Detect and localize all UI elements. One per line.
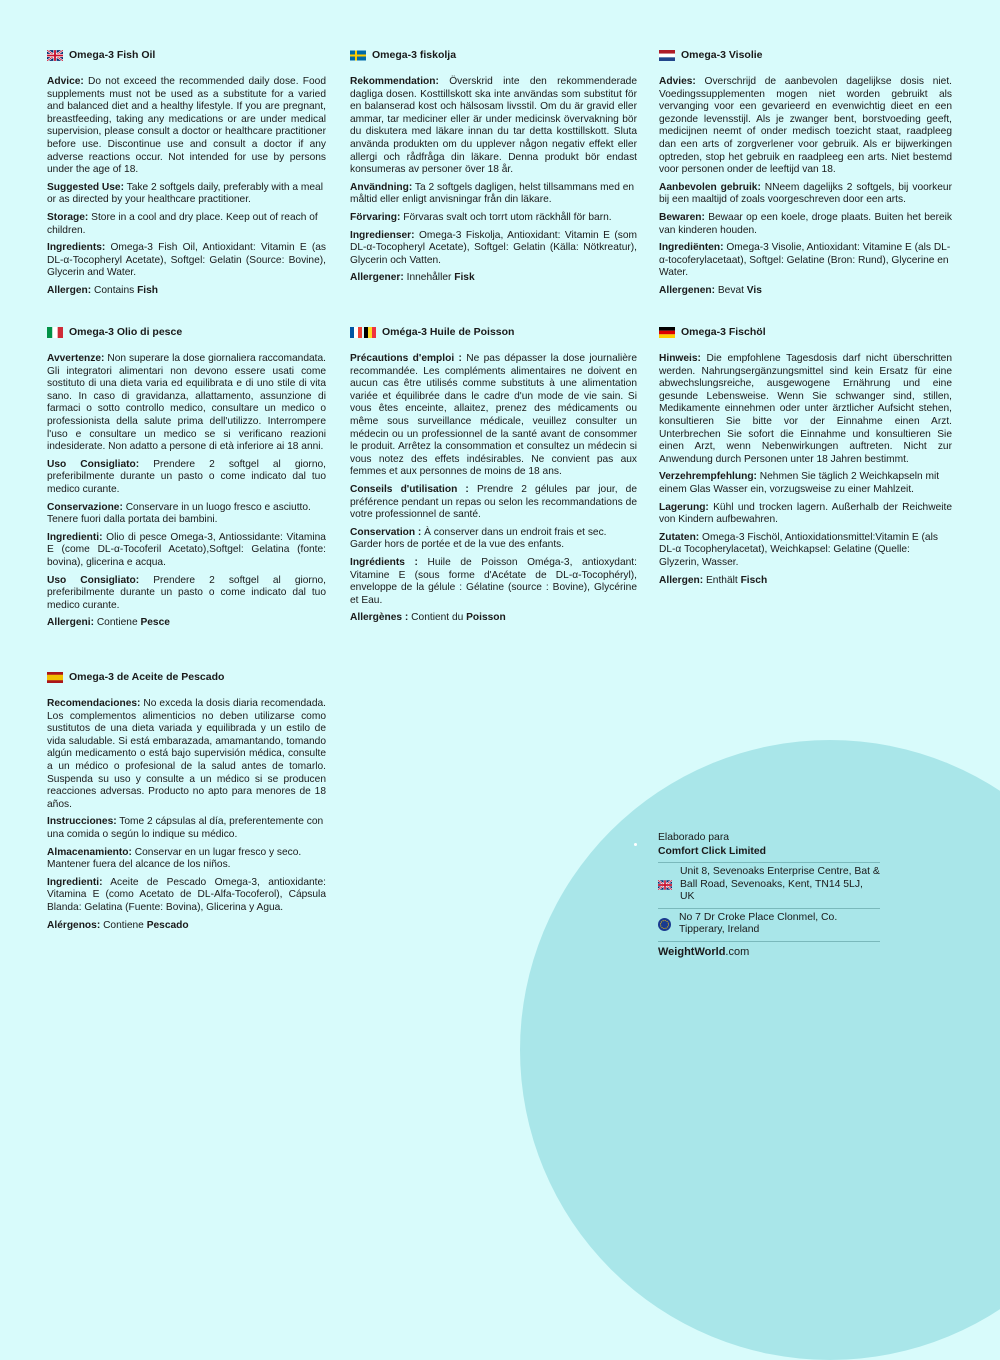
section-swedish: [350, 48, 637, 290]
allergen-paragraph: Alérgenos: Contiene Pescado: [47, 919, 189, 931]
allergen-paragraph: Allergener: Innehåller Fisk: [350, 272, 475, 284]
germany-flag-icon: [659, 327, 675, 338]
section-italian: [47, 325, 326, 635]
storage-paragraph: Bewaren: Bewaar op een koele, droge plaats. Buiten het bereik van kinderen houden.: [659, 211, 952, 236]
spain-flag-icon: [47, 672, 63, 683]
uk-flag-icon: [658, 880, 672, 890]
section-title: Omega-3 fiskolja: [350, 48, 637, 62]
section-title: Oméga-3 Huile de Poisson: [350, 325, 637, 339]
ingredients-paragraph: Ingrédients : Huile de Poisson Oméga-3, antioxydant: Vitamine E (sous forme d'Acétate de DL-α-Tocophéryl), enveloppe de la gélule : Gélatine (source : Bovine), Glycérine et Eau.: [350, 556, 637, 606]
section-title: Omega-3 Fischöl: [659, 325, 952, 339]
divider: [658, 908, 880, 909]
belgium-flag-icon: [364, 327, 376, 338]
use-paragraph: Suggested Use: Take 2 softgels daily, preferably with a meal or as directed by your healthcare practitioner.: [47, 181, 323, 206]
advice-paragraph: Hinweis: Die empfohlene Tagesdosis darf nicht überschritten werden. Nahrungsergänzungsmittel sind kein Ersatz für eine abwechslungsreiche, ausgewogene Ernährung und eine gesunde Lebensweise. Wenn Sie schwanger sind, stillen, Medikamente einnehmen oder unter ärztlicher Aufsicht stehen, konsultieren Sie bitte vor der Einnahme einen Arzt. Unterbrechen Sie sofort die Einnahme und konsultieren Sie einen Arzt, wenn Nebenwirkungen auftreten. Nicht zur Anwendung durch Personen unter 18 Jahren bestimmt.: [659, 353, 952, 465]
allergen-paragraph: Allergenen: Bevat Vis: [659, 284, 762, 296]
use-paragraph-repeat: Uso Consigliato: Prendere 2 softgel al giorno, preferibilmente durante un pasto o come indicato dal tuo medico curante.: [47, 574, 326, 611]
section-english: [47, 48, 326, 303]
section-title: Omega-3 Olio di pesce: [47, 325, 326, 339]
allergen-paragraph: Allergen: Enthält Fisch: [659, 574, 768, 586]
use-paragraph: Användning: Ta 2 softgels dagligen, helst tillsammans med en måltid eller enligt anvisningar från din läkare.: [350, 181, 635, 206]
section-french: [350, 325, 637, 630]
advice-paragraph: Avvertenze: Non superare la dose giornaliera raccomandata. Gli integratori alimentari non devono essere usati come sostituto di una dieta varia ed equilibrata e di uno stile di vita sano. In caso di gravidanza, allattamento, assunzione di farmaci o sotto controllo medico, consultare un medico o professionista della salute prima dell'utilizzo. Interrompere l'uso e consultare un medico se si verificano reazioni indesiderate. Non adatto a persone di età inferiore ai 18 anni.: [47, 353, 326, 453]
storage-paragraph: Lagerung: Kühl und trocken lagern. Außerhalb der Reichweite von Kindern aufbewahren.: [659, 501, 952, 526]
uk-address-row: [658, 866, 880, 904]
made-for-label: Elaborado para: [658, 832, 730, 843]
use-paragraph: Uso Consigliato: Prendere 2 softgel al giorno, preferibilmente durante un pasto o come indicato dal tuo medico curante.: [47, 458, 326, 495]
italy-flag-icon: [47, 327, 63, 338]
ingredients-paragraph: Ingrediënten: Omega-3 Visolie, Antioxidant: Vitamine E (als DL-α-tocoferylacetaat), Softgel: Gelatine (Bron: Rund), Glycerine en Water.: [659, 242, 951, 279]
eu-address-row: [658, 912, 880, 937]
use-paragraph: Instrucciones: Tome 2 cápsulas al día, preferentemente con una comida o según lo indique su médico.: [47, 816, 324, 840]
advice-paragraph: Recomendaciones: No exceda la dosis diaria recomendada. Los complementos alimenticios no deben utilizarse como sustitutos de una dieta variada y equilibrada y un estilo de vida saludable. Si está embarazada, amamantando, tomando algún medicamento o está bajo supervisión médica, consulte a un médico o profesional de la salud antes de tomarlo. Suspenda su uso y consulte a un médico si se producen reacciones adversas. Producto no apto para menores de 18 años.: [47, 698, 326, 810]
uk-flag-icon: [47, 50, 63, 61]
storage-paragraph: Storage: Store in a cool and dry place. Keep out of reach of children.: [47, 211, 318, 236]
company-name: Comfort Click Limited: [658, 845, 766, 857]
brand-domain: .com: [725, 945, 750, 958]
advice-paragraph: Précautions d'emploi : Ne pas dépasser la dose journalière recommandée. Les compléments alimentaires ne doivent en aucun cas être utilisés comme substituts à une alimentation variée et équilibrée dans le cadre d'un mode de vie sain. Si vous êtes enceinte, allaitez, prenez des médicaments ou même sous surveillance médicale, veuillez consulter un médecin ou un professionnel de la santé avant de consommer le produit. Arrêtez la consommation et consultez un médecin si vous notez des effets indésirables. Ne convient pas aux femmes et aux personnes de moins de 18 ans.: [350, 353, 637, 478]
advice-paragraph: Advice: Do not exceed the recommended daily dose. Food supplements must not be used as a substitute for a varied and balanced diet and a healthy lifestyle. If you are pregnant, breastfeeding, taking any medications or are under medical supervision, please consult a doctor or healthcare practitioner before use. Discontinue use and consult a doctor if any adverse reactions occur. Not intended for use by persons under the age of 18.: [47, 76, 326, 176]
section-title: Omega-3 Fish Oil: [47, 48, 326, 62]
section-title: Omega-3 de Aceite de Pescado: [47, 670, 326, 684]
sweden-flag-icon: [350, 50, 366, 61]
manufacturer-info: [658, 832, 880, 958]
section-title: Omega-3 Visolie: [659, 48, 952, 62]
advice-paragraph: Advies: Overschrijd de aanbevolen dagelijkse dosis niet. Voedingssupplementen mogen niet worden gebruikt als vervanging voor een gevarieerd en evenwichtig dieet en een gezonde levensstijl. Als je zwanger bent, borstvoeding geeft, medicijnen neemt of onder medisch toezicht staat, raadpleeg dan een arts of zorgverlener voor gebruik. Als er bijwerkingen optreden, stop het gebruik en raadpleeg een arts. Niet bestemd voor personen onder de leeftijd van 18.: [659, 76, 952, 176]
ingredients-paragraph: Ingredienti: Aceite de Pescado Omega-3, antioxidante: Vitamina E (como Acetato de DL-Alfa-Tocoferol), Cápsula Blanda: Gelatina (Fuente: Bovina), Glicerina y Agua.: [47, 876, 326, 913]
advice-paragraph: Rekommendation: Överskrid inte den rekommenderade dagliga dosen. Kosttillskott ska inte användas som substitut för en balanserad kost och hälsosam livsstil. Om du är gravid eller ammar, tar mediciner eller är under medicinsk övervakning bör du diskutera med läkare innan du tar detta kosttillskott. Sluta använda produkten om du upplever någon negativ effekt eller allergi och rådfråga din läkare. Denna produkt bör endast konsumeras av personer över 18 år.: [350, 76, 637, 176]
section-spanish: [47, 670, 326, 937]
allergen-paragraph: Allergènes : Contient du Poisson: [350, 612, 506, 624]
eu-flag-icon: [658, 918, 671, 931]
section-dutch: [659, 48, 952, 303]
allergen-paragraph: Allergeni: Contiene Pesce: [47, 617, 170, 629]
use-paragraph: Conseils d'utilisation : Prendre 2 gélules par jour, de préférence pendant un repas ou selon les recommandations de votre professionnel de santé.: [350, 483, 637, 521]
storage-paragraph: Almacenamiento: Conservar en un lugar fresco y seco. Mantener fuera del alcance de los niños.: [47, 846, 302, 871]
divider: [658, 941, 880, 942]
eu-address: No 7 Dr Croke Place Clonmel, Co. Tipperary, Ireland: [679, 911, 838, 935]
use-paragraph: Aanbevolen gebruik: NNeem dagelijks 2 softgels, bij voorkeur bij een maaltijd of zoals voorgeschreven door een arts.: [659, 181, 952, 206]
france-flag-icon: [350, 327, 362, 338]
ingredients-paragraph: Ingredienti: Olio di pesce Omega-3, Antiossidante: Vitamina E (come DL-α-Tocoferil Acetato),Softgel: Gelatina (fonte: bovina), glicerina e acqua.: [47, 531, 326, 568]
ingredients-paragraph: Zutaten: Omega-3 Fischöl, Antioxidationsmittel:Vitamin E (als DL-α Tocopherylacetat), Weichkapsel: Gelatine (Quelle: Glyzerin, Wasser.: [659, 531, 938, 568]
allergen-paragraph: Allergen: Contains Fish: [47, 284, 159, 296]
storage-paragraph: Förvaring: Förvaras svalt och torrt utom räckhåll för barn.: [350, 211, 612, 223]
storage-paragraph: Conservation : À conserver dans un endroit frais et sec. Garder hors de portée et de la vue des enfants.: [350, 526, 607, 551]
ingredients-paragraph: Ingredienser: Omega-3 Fiskolja, Antioxidant: Vitamin E (som DL-α-Tocopheryl Acetate), Softgel: Gelatin (Källa: Nötkreatur), Glycerin och Vatten.: [350, 229, 637, 266]
section-german: [659, 325, 952, 592]
netherlands-flag-icon: [659, 50, 675, 61]
uk-address: Unit 8, Sevenoaks Enterprise Centre, Bat & Ball Road, Sevenoaks, Kent, TN14 5LJ, UK: [680, 866, 880, 902]
use-paragraph: Verzehrempfehlung: Nehmen Sie täglich 2 Weichkapseln mit einem Glas Wasser ein, vorzugsweise zu einer Mahlzeit.: [659, 471, 940, 495]
brand-name: WeightWorld: [658, 945, 726, 958]
divider: [658, 862, 880, 863]
storage-paragraph: Conservazione: Conservare in un luogo fresco e asciutto. Tenere fuori dalla portata dei bambini.: [47, 501, 311, 526]
brand-website[interactable]: [658, 946, 880, 959]
decorative-dot: [634, 843, 637, 846]
ingredients-paragraph: Ingredients: Omega-3 Fish Oil, Antioxidant: Vitamin E (as DL-α-Tocopheryl Acetate), Softgel: Gelatin (Source: Bovine), Glycerin and Water.: [47, 242, 326, 279]
